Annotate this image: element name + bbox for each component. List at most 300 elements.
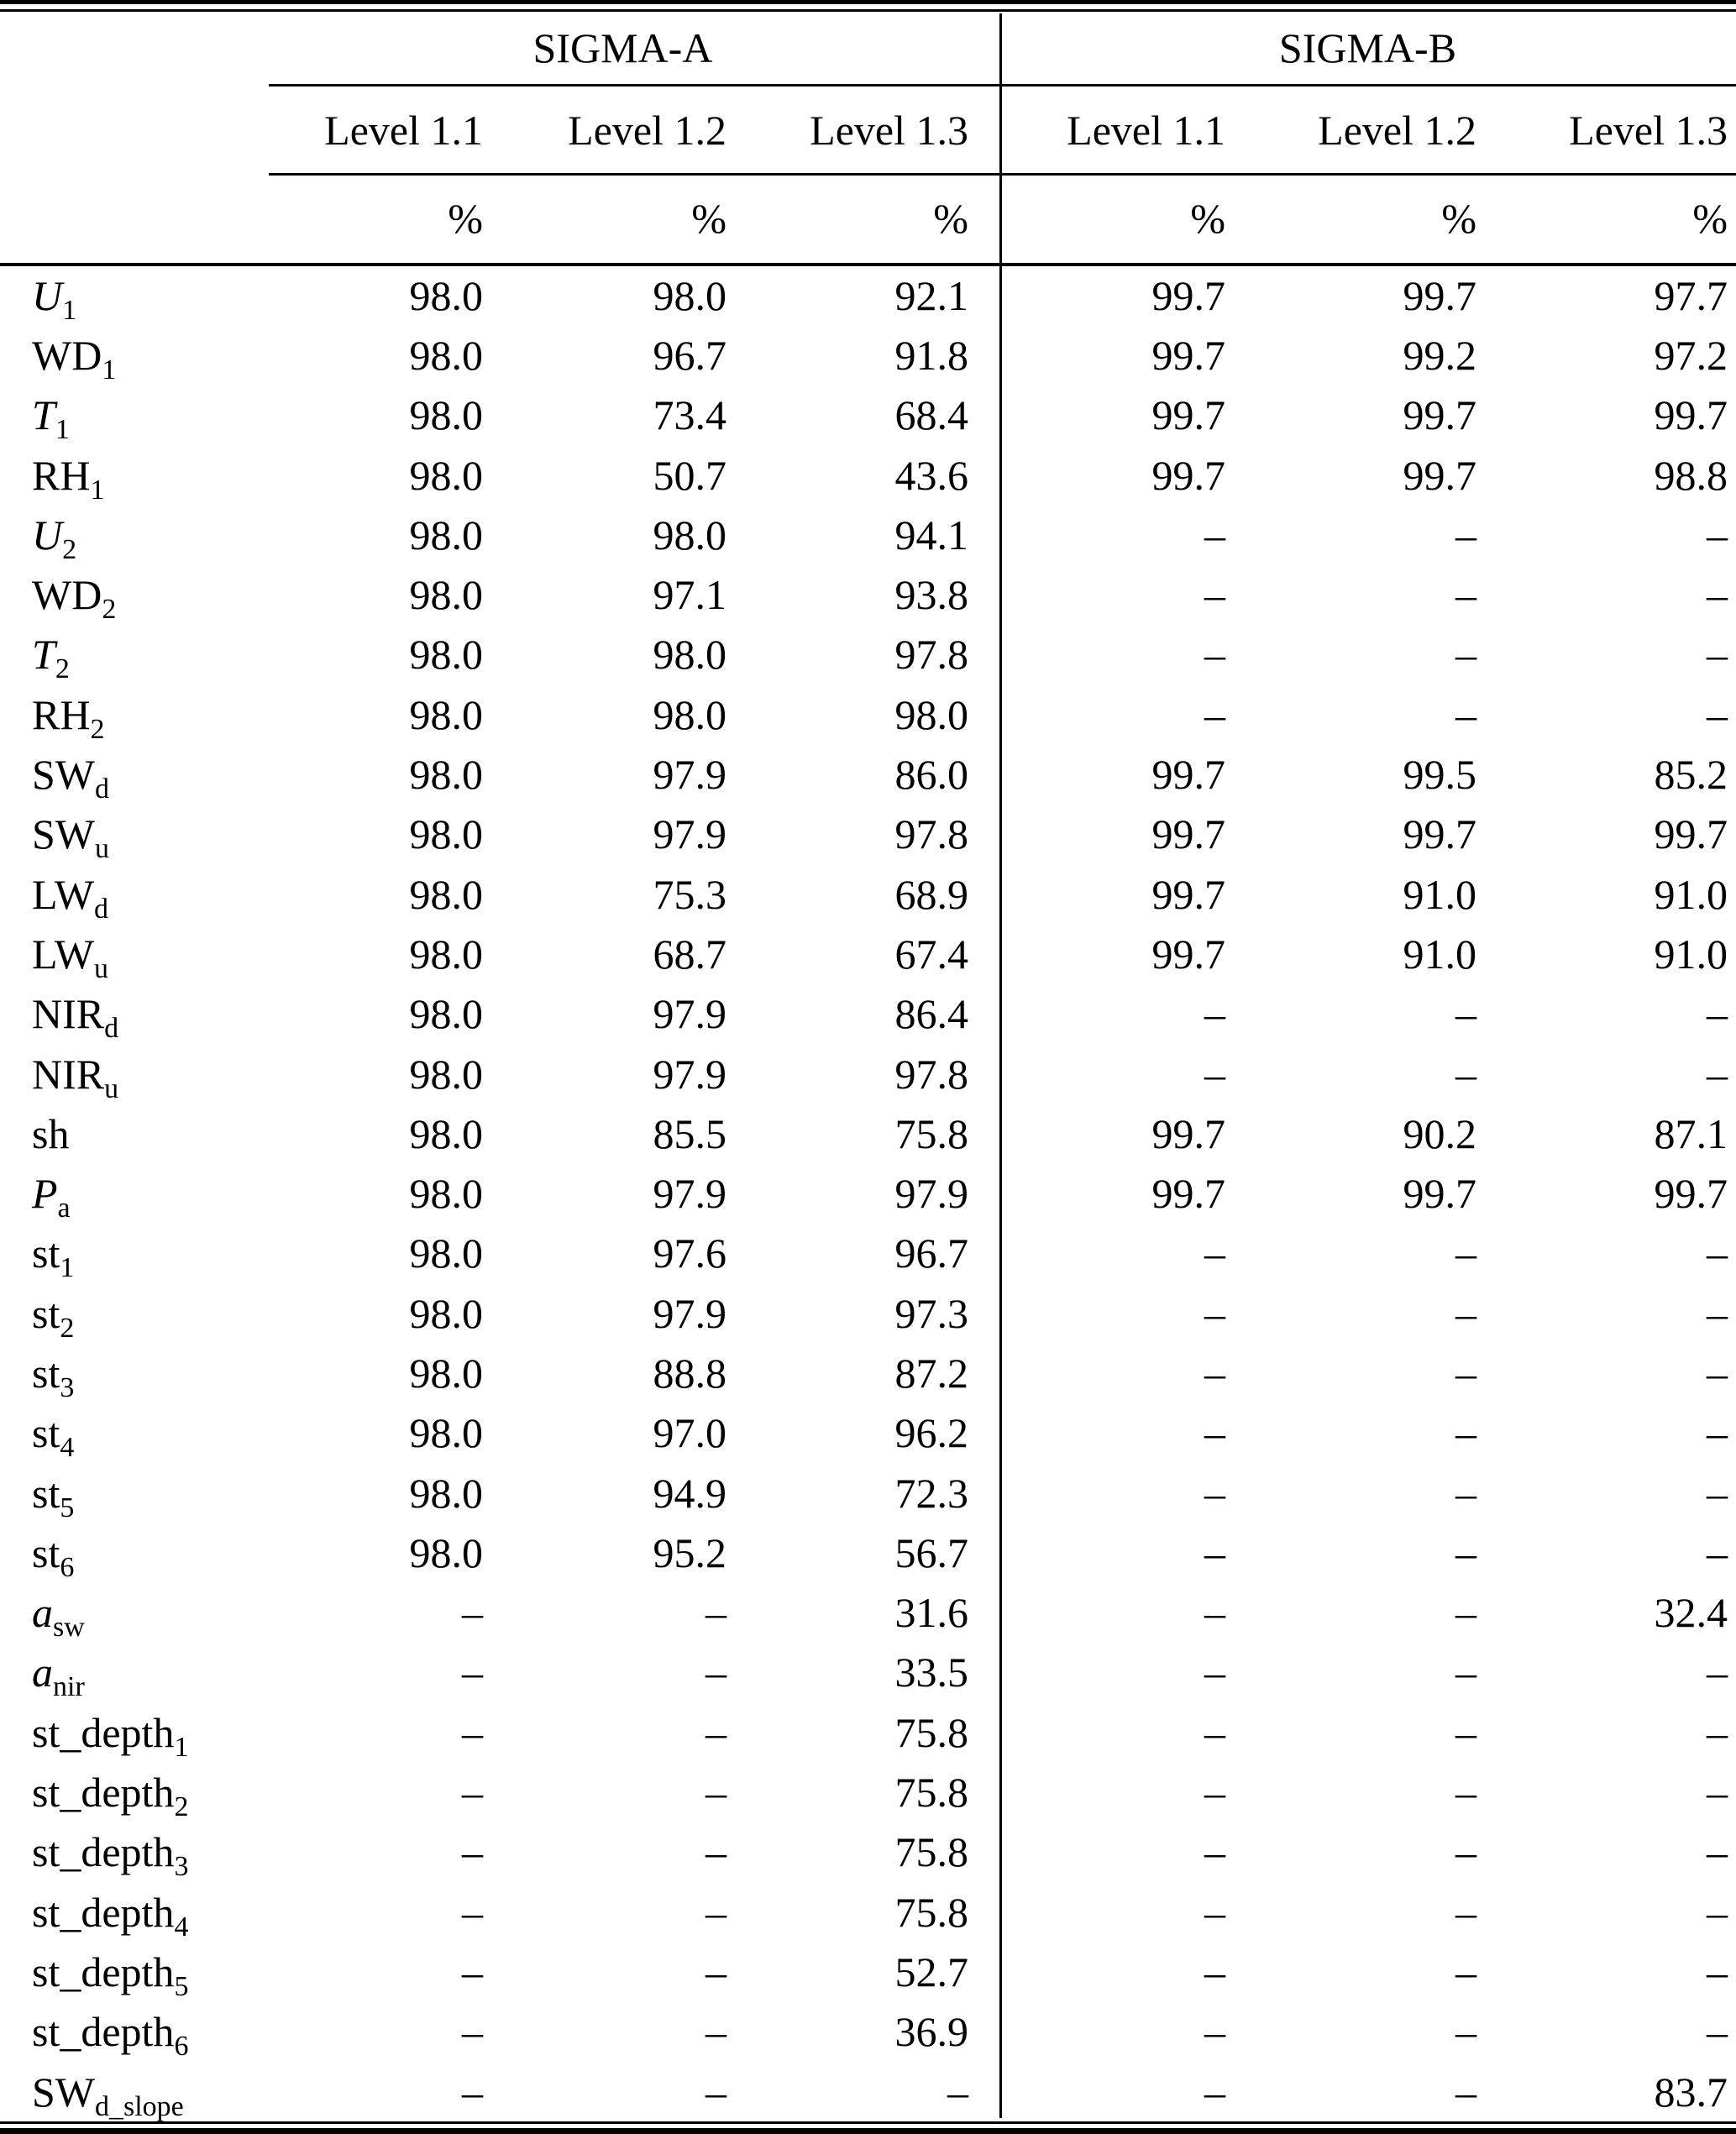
row-label-main: P: [32, 1170, 58, 1218]
value-cell: –: [1204, 1230, 1225, 1277]
table-row: [0, 1343, 1728, 1403]
value-cell: 75.8: [894, 1888, 968, 1936]
row-label-main: a: [32, 1649, 53, 1696]
row-label: [0, 570, 277, 626]
table-row: [0, 984, 1728, 1044]
value-cell: 96.7: [653, 331, 726, 379]
value-cell: –: [1707, 1528, 1728, 1576]
value-cell: 87.1: [1654, 1109, 1728, 1157]
value-cell: –: [1707, 1649, 1728, 1696]
value-cell: –: [1204, 1589, 1225, 1637]
value-cell: –: [1204, 1649, 1225, 1696]
value-cell: –: [1707, 1888, 1728, 1936]
value-cell: –: [462, 1708, 483, 1756]
value-cell: 75.8: [894, 1109, 968, 1157]
row-label-subscript: 1: [90, 474, 105, 506]
row-label: [0, 1588, 277, 1644]
table-row: [0, 805, 1728, 864]
value-cell: –: [1455, 1589, 1476, 1637]
value-cell: –: [1455, 571, 1476, 619]
value-cell: –: [1455, 1708, 1476, 1756]
value-cell: 91.0: [1403, 870, 1476, 918]
value-cell: 99.7: [1151, 810, 1225, 858]
value-cell: –: [1455, 1948, 1476, 1995]
row-label-main: WD: [32, 331, 102, 379]
row-label-main: LW: [32, 870, 95, 918]
unit-label: %: [448, 195, 483, 242]
value-cell: –: [462, 1589, 483, 1637]
value-cell: 97.9: [653, 751, 726, 799]
value-cell: 99.7: [1151, 1170, 1225, 1218]
value-cell: 98.0: [409, 990, 483, 1038]
value-cell: 91.0: [1403, 930, 1476, 978]
value-cell: –: [1204, 1349, 1225, 1397]
row-label-main: st_depth: [32, 1769, 175, 1817]
value-cell: –: [1707, 1409, 1728, 1457]
level-header: Level 1.3: [810, 106, 968, 154]
value-cell: 86.4: [894, 990, 968, 1038]
row-label-main: st_depth: [32, 1888, 175, 1936]
row-label: [0, 930, 277, 984]
row-label-subscript: 1: [55, 414, 70, 446]
value-cell: 98.0: [894, 690, 968, 738]
row-label: [0, 2068, 277, 2122]
value-cell: 98.0: [409, 1230, 483, 1277]
value-cell: –: [1707, 511, 1728, 558]
row-label-main: st: [32, 1469, 60, 1517]
value-cell: 99.7: [1403, 1170, 1476, 1218]
value-cell: 85.2: [1654, 751, 1728, 799]
value-cell: 91.0: [1654, 870, 1728, 918]
value-cell: –: [1707, 690, 1728, 738]
value-cell: 99.7: [1403, 391, 1476, 439]
value-cell: –: [462, 1948, 483, 1995]
value-cell: 97.9: [653, 1170, 726, 1218]
value-cell: 98.0: [653, 690, 726, 738]
value-cell: –: [1455, 1289, 1476, 1337]
row-label: [0, 1888, 277, 1943]
row-label: [0, 1289, 277, 1344]
value-cell: –: [1204, 1289, 1225, 1337]
row-label-main: WD: [32, 571, 102, 619]
value-cell: 97.9: [653, 810, 726, 858]
table-row: [0, 1523, 1728, 1582]
row-label-subscript: 6: [174, 2031, 189, 2063]
value-cell: 99.7: [1403, 271, 1476, 319]
table-row: [0, 1762, 1728, 1822]
value-cell: 97.9: [653, 1050, 726, 1098]
row-label: [0, 1349, 277, 1403]
value-cell: –: [1204, 1888, 1225, 1936]
value-cell: 97.0: [653, 1409, 726, 1457]
value-cell: 98.0: [409, 1289, 483, 1337]
table-row: [0, 1882, 1728, 1942]
row-label: [0, 451, 277, 506]
row-label-subscript: d: [95, 773, 109, 805]
row-label-subscript: a: [57, 1193, 71, 1224]
value-cell: 99.5: [1403, 751, 1476, 799]
value-cell: –: [705, 1828, 726, 1876]
value-cell: –: [705, 1589, 726, 1637]
table-row: [0, 1942, 1728, 2001]
value-cell: –: [705, 1948, 726, 1995]
value-cell: 68.4: [894, 391, 968, 439]
row-label-subscript: sw: [53, 1612, 85, 1644]
value-cell: –: [1455, 1349, 1476, 1397]
value-cell: 96.2: [894, 1409, 968, 1457]
value-cell: –: [1455, 2068, 1476, 2116]
value-cell: –: [1707, 1769, 1728, 1817]
row-label-main: st_depth: [32, 2008, 175, 2056]
group-header-sigma-a: SIGMA-A: [532, 24, 713, 71]
value-cell: 98.0: [409, 751, 483, 799]
value-cell: –: [462, 1649, 483, 1696]
value-cell: –: [1707, 631, 1728, 679]
value-cell: –: [462, 2068, 483, 2116]
value-cell: –: [1455, 1230, 1476, 1277]
value-cell: 98.0: [409, 451, 483, 499]
value-cell: 99.7: [1151, 331, 1225, 379]
table-row: [0, 1822, 1728, 1882]
value-cell: 98.0: [409, 631, 483, 679]
value-cell: –: [705, 2008, 726, 2056]
value-cell: 32.4: [1654, 1589, 1728, 1637]
value-cell: –: [1204, 1828, 1225, 1876]
value-cell: 99.7: [1654, 391, 1728, 439]
value-cell: –: [1204, 1469, 1225, 1517]
row-label-subscript: 5: [174, 1970, 189, 2002]
bottom-rule-thick: [0, 2128, 1736, 2134]
value-cell: –: [1455, 1409, 1476, 1457]
value-cell: 98.0: [409, 331, 483, 379]
value-cell: 36.9: [894, 2008, 968, 2056]
value-cell: 97.8: [894, 1050, 968, 1098]
value-cell: –: [1707, 1050, 1728, 1098]
value-cell: –: [1455, 631, 1476, 679]
value-cell: 85.5: [653, 1109, 726, 1157]
table-body: [0, 265, 1728, 2121]
table-row: [0, 744, 1728, 804]
value-cell: 98.0: [409, 810, 483, 858]
row-label-main: st_depth: [32, 1948, 175, 1995]
value-cell: –: [1707, 1230, 1728, 1277]
row-label-main: NIR: [32, 990, 105, 1038]
value-cell: 96.7: [894, 1230, 968, 1277]
value-cell: 83.7: [1654, 2068, 1728, 2116]
table-row: [0, 1283, 1728, 1343]
value-cell: –: [1707, 990, 1728, 1038]
row-label-main: NIR: [32, 1050, 105, 1098]
row-label-main: st_depth: [32, 1828, 175, 1876]
value-cell: –: [1707, 1349, 1728, 1397]
table-row: [0, 924, 1728, 983]
row-label-subscript: nir: [53, 1671, 85, 1703]
table-row: [0, 1403, 1728, 1463]
value-cell: 98.8: [1654, 451, 1728, 499]
table-row: [0, 265, 1728, 325]
row-label-subscript: 2: [62, 533, 77, 565]
row-label-subscript: 1: [62, 294, 77, 326]
row-label: [0, 271, 277, 326]
row-label: [0, 1050, 277, 1104]
value-cell: –: [1455, 2008, 1476, 2056]
value-cell: –: [1455, 1888, 1476, 1936]
row-label: [0, 331, 277, 385]
value-cell: 98.0: [409, 930, 483, 978]
table-row: [0, 2062, 1728, 2121]
row-label: [0, 690, 277, 745]
value-cell: 98.0: [409, 1170, 483, 1218]
value-cell: –: [1707, 1289, 1728, 1337]
value-cell: –: [705, 1708, 726, 1756]
row-label-subscript: 2: [102, 594, 117, 626]
value-cell: 86.0: [894, 751, 968, 799]
value-cell: 68.7: [653, 930, 726, 978]
group-header-sigma-b: SIGMA-B: [1278, 24, 1457, 71]
value-cell: 97.6: [653, 1230, 726, 1277]
unit-label: %: [1190, 195, 1225, 242]
row-label-subscript: u: [104, 1072, 119, 1104]
row-label-subscript: u: [95, 833, 109, 865]
row-label-main: st: [32, 1528, 60, 1576]
row-label-subscript: 2: [174, 1791, 189, 1823]
table-row: [0, 1583, 1728, 1643]
value-cell: 99.7: [1151, 391, 1225, 439]
table-row: [0, 325, 1728, 385]
table-row: [0, 1643, 1728, 1702]
value-cell: –: [1707, 1708, 1728, 1756]
row-label-main: RH: [32, 690, 91, 738]
value-cell: –: [462, 2008, 483, 2056]
table-row: [0, 385, 1728, 445]
table-row: [0, 684, 1728, 744]
unit-label: %: [1692, 195, 1728, 242]
value-cell: 75.8: [894, 1708, 968, 1756]
row-label: [0, 750, 277, 805]
row-label: [0, 1109, 277, 1158]
row-label-subscript: 5: [60, 1492, 75, 1523]
value-cell: –: [1455, 1769, 1476, 1817]
table-row: [0, 1163, 1728, 1223]
row-label: [0, 810, 277, 865]
row-label-subscript: 3: [60, 1371, 75, 1403]
value-cell: –: [462, 1769, 483, 1817]
row-label: [0, 870, 277, 925]
row-label-main: st: [32, 1349, 60, 1397]
row-label-subscript: d: [94, 893, 109, 925]
value-cell: –: [1707, 571, 1728, 619]
row-label-main: T: [32, 391, 55, 439]
value-cell: –: [1707, 1469, 1728, 1517]
value-cell: 98.0: [409, 1050, 483, 1098]
value-cell: 98.0: [409, 870, 483, 918]
value-cell: 99.7: [1151, 1109, 1225, 1157]
value-cell: 98.0: [409, 391, 483, 439]
value-cell: 93.8: [894, 571, 968, 619]
row-label-subscript: u: [94, 952, 109, 984]
value-cell: 99.7: [1403, 810, 1476, 858]
row-label: [0, 1469, 277, 1523]
level-header: Level 1.1: [1067, 106, 1225, 154]
value-cell: 99.7: [1403, 451, 1476, 499]
row-label-subscript: 1: [174, 1731, 189, 1763]
row-label: [0, 1169, 277, 1224]
table-row: [0, 1044, 1728, 1104]
unit-label: %: [691, 195, 726, 242]
row-label: [0, 1648, 277, 1703]
value-cell: –: [1204, 1528, 1225, 1576]
table-row: [0, 1463, 1728, 1523]
value-cell: –: [1707, 1948, 1728, 1995]
value-cell: –: [1204, 690, 1225, 738]
value-cell: 98.0: [409, 1409, 483, 1457]
table-row: [0, 1104, 1728, 1163]
value-cell: –: [1204, 571, 1225, 619]
row-label-main: SW: [32, 810, 95, 858]
value-cell: –: [1707, 2008, 1728, 2056]
level-header: Level 1.2: [568, 106, 726, 154]
value-cell: –: [1204, 1050, 1225, 1098]
value-cell: 75.8: [894, 1769, 968, 1817]
value-cell: –: [1455, 1828, 1476, 1876]
row-label-main: st: [32, 1409, 60, 1457]
value-cell: 98.0: [653, 271, 726, 319]
row-label-subscript: 3: [174, 1851, 189, 1883]
value-cell: 98.0: [409, 271, 483, 319]
value-cell: 97.7: [1654, 271, 1728, 319]
value-cell: 98.0: [653, 631, 726, 679]
row-label-main: RH: [32, 451, 91, 499]
value-cell: 99.7: [1151, 451, 1225, 499]
value-cell: 99.7: [1654, 1170, 1728, 1218]
row-label-subscript: 2: [60, 1312, 75, 1344]
table-row: [0, 864, 1728, 924]
row-label-subscript: d_slope: [95, 2090, 184, 2122]
row-label-subscript: 4: [60, 1432, 75, 1464]
table-row: [0, 445, 1728, 505]
value-cell: 98.0: [409, 511, 483, 558]
value-cell: 95.2: [653, 1528, 726, 1576]
value-cell: 99.7: [1151, 870, 1225, 918]
table-row: [0, 1702, 1728, 1762]
value-cell: 91.8: [894, 331, 968, 379]
value-cell: –: [1204, 2068, 1225, 2116]
row-label-subscript: d: [104, 1013, 119, 1045]
value-cell: –: [462, 1828, 483, 1876]
value-cell: 98.0: [409, 1469, 483, 1517]
value-cell: –: [947, 2068, 968, 2116]
row-label: [0, 1408, 277, 1464]
row-label-subscript: 1: [102, 354, 117, 385]
value-cell: –: [1204, 1409, 1225, 1457]
value-cell: 87.2: [894, 1349, 968, 1397]
value-cell: 97.9: [653, 990, 726, 1038]
level-header: Level 1.1: [324, 106, 483, 154]
level-header: Level 1.3: [1569, 106, 1728, 154]
row-label: [0, 1827, 277, 1883]
row-label-main: st_depth: [32, 1708, 175, 1756]
row-label: [0, 989, 277, 1045]
value-cell: 98.0: [409, 571, 483, 619]
value-cell: 97.1: [653, 571, 726, 619]
value-cell: 43.6: [894, 451, 968, 499]
value-cell: 97.8: [894, 810, 968, 858]
value-cell: 33.5: [894, 1649, 968, 1696]
value-cell: 99.7: [1654, 810, 1728, 858]
table-row: [0, 564, 1728, 624]
value-cell: –: [705, 1888, 726, 1936]
value-cell: –: [1455, 511, 1476, 558]
value-cell: 97.8: [894, 631, 968, 679]
row-label-main: LW: [32, 930, 95, 978]
bottom-rule-thin: [0, 2121, 1736, 2124]
table-row: [0, 505, 1728, 564]
row-label-subscript: 4: [174, 1911, 189, 1943]
row-label-subscript: 2: [55, 653, 70, 685]
row-label-main: T: [32, 631, 55, 679]
value-cell: 75.3: [653, 870, 726, 918]
value-cell: 94.9: [653, 1469, 726, 1517]
row-label-main: a: [32, 1589, 53, 1637]
row-label: [0, 2007, 277, 2063]
value-cell: 98.0: [409, 1349, 483, 1397]
table-row: [0, 1224, 1728, 1283]
value-cell: 98.0: [409, 1528, 483, 1576]
value-cell: 68.9: [894, 870, 968, 918]
value-cell: –: [1455, 690, 1476, 738]
value-cell: 98.0: [409, 690, 483, 738]
value-cell: 72.3: [894, 1469, 968, 1517]
value-cell: 75.8: [894, 1828, 968, 1876]
unit-row: [0, 176, 1728, 261]
row-label: [0, 1768, 277, 1823]
value-cell: 97.9: [653, 1289, 726, 1337]
value-cell: 98.0: [409, 1109, 483, 1157]
value-cell: 92.1: [894, 271, 968, 319]
top-rule-thick: [0, 0, 1736, 4]
row-label: [0, 1948, 277, 2002]
value-cell: 90.2: [1403, 1109, 1476, 1157]
row-label-subscript: 6: [60, 1551, 75, 1583]
value-cell: –: [1204, 511, 1225, 558]
value-cell: –: [1204, 1708, 1225, 1756]
row-label: [0, 391, 277, 446]
value-cell: 97.9: [894, 1170, 968, 1218]
row-label: [0, 511, 277, 565]
row-label-main: SW: [32, 751, 95, 799]
row-label-main: st: [32, 1289, 60, 1337]
table-row: [0, 625, 1728, 684]
value-cell: –: [1455, 1649, 1476, 1696]
value-cell: –: [1455, 1528, 1476, 1576]
unit-label: %: [1441, 195, 1476, 242]
value-cell: –: [705, 1649, 726, 1696]
value-cell: –: [1204, 990, 1225, 1038]
row-label-main: st: [32, 1230, 60, 1277]
value-cell: 98.0: [653, 511, 726, 558]
value-cell: –: [1455, 1469, 1476, 1517]
row-label-main: sh: [32, 1109, 70, 1157]
row-label: [0, 1708, 277, 1763]
row-label-subscript: 1: [60, 1252, 75, 1284]
value-cell: 94.1: [894, 511, 968, 558]
value-cell: 73.4: [653, 391, 726, 439]
value-cell: –: [1455, 1050, 1476, 1098]
value-cell: 91.0: [1654, 930, 1728, 978]
row-label: [0, 1528, 277, 1583]
value-cell: –: [705, 2068, 726, 2116]
value-cell: –: [1204, 1769, 1225, 1817]
